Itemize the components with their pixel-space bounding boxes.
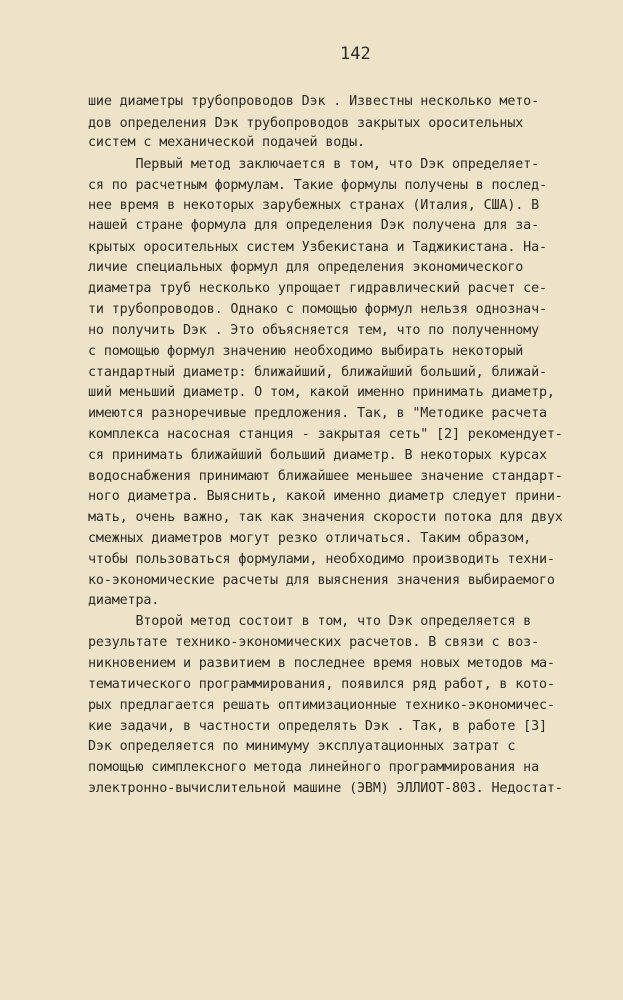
text-line: помощью симплексного метода линейного программирования на xyxy=(88,760,539,775)
text-line: Первый метод заключается в том, что Dэк определяет- xyxy=(88,157,539,172)
text-line: нашей стране формула для определения Dэк получена для за- xyxy=(88,218,539,233)
text-line: ся по расчетным формулам. Такие формулы получены в послед- xyxy=(88,178,547,193)
text-line: чтобы пользоваться формулами, необходимо производить техни- xyxy=(88,552,555,567)
text-line: Второй метод состоит в том, что Dэк определяется в xyxy=(88,614,532,629)
text-line: Dэк определяется по минимуму эксплуатационных затрат с xyxy=(88,739,516,754)
text-line: мать, очень важно, так как значения скорости потока для двух xyxy=(88,510,563,525)
text-line: ко-экономические расчеты для выяснения значения выбираемого xyxy=(88,573,555,588)
text-line: результате технико-экономических расчетов. В связи с воз- xyxy=(88,635,539,650)
text-line: рых предлагается решать оптимизационные технико-экономичес- xyxy=(88,698,555,713)
text-line: ти трубопроводов. Однако с помощью формул нельзя однознач- xyxy=(88,302,547,317)
text-line: систем с механической подачей воды. xyxy=(88,135,365,150)
text-line: стандартный диаметр: ближайший, ближайший больший, ближай- xyxy=(88,365,547,380)
text-line: диаметра труб несколько упрощает гидравлический расчет се- xyxy=(88,281,547,296)
page-number: 142 xyxy=(340,44,371,64)
text-line: водоснабжения принимают ближайшее меньшее значение стандарт- xyxy=(88,469,563,484)
text-line: комплекса насосная станция - закрытая сеть" [2] рекомендует- xyxy=(88,427,563,442)
text-line: диаметра. xyxy=(88,593,160,608)
text-line: тематического программирования, появился ряд работ, в кото- xyxy=(88,677,555,692)
text-line: с помощью формул значению необходимо выбирать некоторый xyxy=(88,344,524,359)
text-line: смежных диаметров могут резко отличаться. Таким образом, xyxy=(88,531,532,546)
text-line: кие задачи, в частности определять Dэк . Так, в работе [3] xyxy=(88,719,547,734)
text-line: никновением и развитием в последнее время новых методов ма- xyxy=(88,656,555,671)
text-line: электронно-вычислительной машине (ЭВМ) ЭЛЛИОТ-803. Недостат- xyxy=(88,781,563,796)
text-line: ший меньший диаметр. О том, какой именно принимать диаметр, xyxy=(88,385,555,400)
text-line: шие диаметры трубопроводов Dэк . Известны несколько мето- xyxy=(88,94,539,109)
text-line: крытых оросительных систем Узбекистана и Таджикистана. На- xyxy=(88,240,547,255)
text-line: дов определения Dэк трубопроводов закрытых оросительных xyxy=(88,116,524,131)
text-line: имеются разноречивые предложения. Так, в "Методике расчета xyxy=(88,406,547,421)
text-line: личие специальных формул для определения экономического xyxy=(88,260,524,275)
text-line: ся принимать ближайший больший диаметр. В некоторых курсах xyxy=(88,448,547,463)
text-line: но получить Dэк . Это объясняется тем, что по полученному xyxy=(88,323,539,338)
text-line: ного диаметра. Выяснить, какой именно диаметр следует прини- xyxy=(88,489,563,504)
text-line: нее время в некоторых зарубежных странах (Италия, США). В xyxy=(88,198,539,213)
